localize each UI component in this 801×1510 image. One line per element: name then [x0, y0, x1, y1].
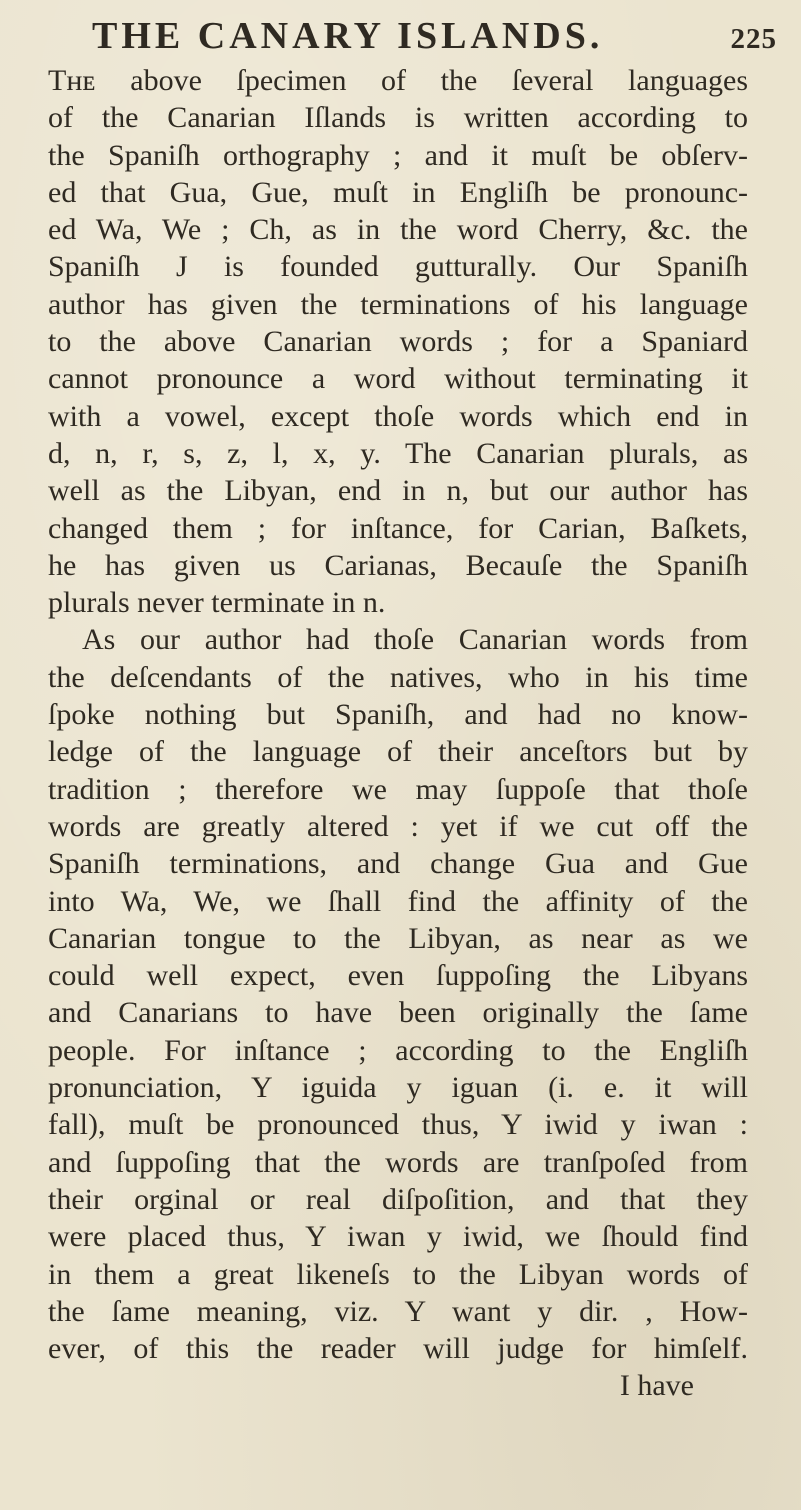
- text-line: Canarian tongue to the Libyan, as near as we: [48, 921, 748, 955]
- running-title: THE CANARY ISLANDS.: [92, 15, 604, 57]
- text-line: ledge of the language of their anceſtors but by: [48, 735, 748, 769]
- text-line: to the above Canarian words ; for a Spaniard: [48, 325, 748, 359]
- text-line: people. For inſtance ; according to the Engliſh: [48, 1033, 748, 1067]
- catchword: I have: [619, 1369, 694, 1403]
- text-line: Tʜᴇ above ſpecimen of the ſeveral languages: [48, 64, 748, 97]
- text-line: ed that Gua, Gue, muſt in Engliſh be pronounc-: [48, 175, 748, 209]
- text-line: words are greatly altered : yet if we cut off the: [48, 809, 748, 843]
- text-line: could well expect, even ſuppoſing the Libyans: [48, 959, 748, 993]
- text-line: cannot pronounce a word without terminating it: [48, 362, 748, 396]
- text-line: ſpoke nothing but Spaniſh, and had no know-: [48, 698, 748, 732]
- text-line: and ſuppoſing that the words are tranſpoſed from: [48, 1145, 748, 1179]
- text-line: with a vowel, except thoſe words which end in: [48, 399, 748, 433]
- text-line: of the Canarian Iſlands is written according to: [48, 101, 748, 135]
- text-line: the ſame meaning, viz. Y want y dir. , How-: [48, 1294, 748, 1328]
- text-line: were placed thus, Y iwan y iwid, we ſhould find: [48, 1220, 748, 1254]
- text-line: pronunciation, Y iguida y iguan (i. e. it will: [48, 1071, 748, 1105]
- text-line: ed Wa, We ; Ch, as in the word Cherry, &c. the: [48, 213, 748, 247]
- page-number: 225: [730, 23, 777, 55]
- text-line: fall), muſt be pronounced thus, Y iwid y iwan :: [48, 1108, 748, 1142]
- text-line: tradition ; therefore we may ſuppoſe that thoſe: [48, 772, 748, 806]
- text-line: their orginal or real diſpoſition, and that they: [48, 1182, 748, 1216]
- text-line: into Wa, We, we ſhall find the affinity of the: [48, 884, 748, 918]
- text-line: changed them ; for inſtance, for Carian, Baſkets,: [48, 511, 748, 545]
- text-line: the Spaniſh orthography ; and it muſt be obſerv-: [48, 138, 748, 172]
- body-text: [48, 62, 748, 1405]
- text-line: and Canarians to have been originally the ſame: [48, 996, 748, 1030]
- text-line: plurals never terminate in n.: [48, 586, 386, 620]
- text-line: he has given us Carianas, Becauſe the Spaniſh: [48, 548, 748, 582]
- text-line: well as the Libyan, end in n, but our author has: [48, 474, 748, 508]
- text-line: the deſcendants of the natives, who in his time: [48, 660, 748, 694]
- text-line: ever, of this the reader will judge for himſelf.: [48, 1332, 748, 1366]
- text-line: Spaniſh J is founded gutturally. Our Spaniſh: [48, 250, 748, 284]
- text-line: Spaniſh terminations, and change Gua and Gue: [48, 847, 748, 881]
- text-line: author has given the terminations of his language: [48, 287, 748, 321]
- text-line: d, n, r, s, z, l, x, y. The Canarian plurals, as: [48, 436, 748, 470]
- text-line: in them a great likeneſs to the Libyan words of: [48, 1257, 748, 1291]
- running-head: [92, 14, 777, 62]
- text-line: As our author had thoſe Canarian words from: [82, 623, 748, 657]
